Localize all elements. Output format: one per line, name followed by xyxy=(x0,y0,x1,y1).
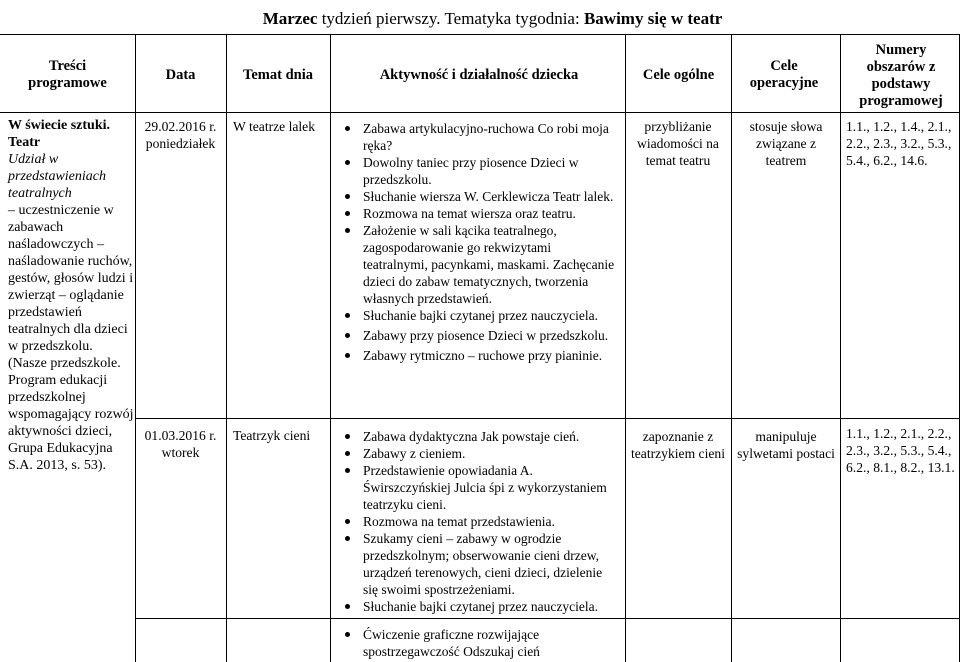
header-temat: Temat dnia xyxy=(243,67,313,83)
activity-item: Zabawy rytmiczno – ruchowe przy pianinie. xyxy=(340,347,618,364)
tresci-cell xyxy=(8,117,136,474)
activity-item: Zabawa dydaktyczna Jak powstaje cień. xyxy=(340,428,618,445)
page-title xyxy=(135,9,850,29)
day-value: wtorek xyxy=(161,445,200,460)
header-tresci: Treści programowe xyxy=(28,58,107,91)
col-border xyxy=(330,34,331,662)
table-top-border xyxy=(0,34,960,35)
activity-item: Dowolny taniec przy piosence Dzieci w przedszkolu. xyxy=(340,154,618,188)
row1-goals-general: przybliżanie wiadomości na temat teatru xyxy=(637,119,719,168)
activity-item: Zabawy z cieniem. xyxy=(340,445,618,462)
activity-item: Ćwiczenie graficzne rozwijające spostrzegawczość Odszukaj cień xyxy=(340,626,618,660)
col-border xyxy=(840,34,841,662)
header-cele-ogolne: Cele ogólne xyxy=(642,67,715,83)
tresci-subheading: Udział w przedstawieniach teatralnych xyxy=(8,152,106,201)
col-border xyxy=(226,34,227,662)
row2-goals-operational: manipuluje sylwetami postaci xyxy=(737,429,835,461)
activity-item: Słuchanie wiersza W. Cerklewicza Teatr lalek. xyxy=(340,188,618,205)
row2-activities xyxy=(340,428,618,615)
activity-item: Zabawa artykulacyjno-ruchowa Co robi moja ręka? xyxy=(340,120,618,154)
activity-item: Słuchanie bajki czytanej przez nauczyciela. xyxy=(340,307,618,324)
header-cele-operacyjne: Cele operacyjne xyxy=(749,58,819,91)
row1-date xyxy=(135,118,226,152)
tresci-source: (Nasze przedszkole. Program edukacji przedszkolnej wspomagający rozwój aktywności dzieci, Grupa Edukacyjna S.A. 2013, s. 53). xyxy=(8,356,134,473)
title-month: Marzec xyxy=(262,9,318,28)
date-value: 29.02.2016 r. xyxy=(144,119,217,134)
tresci-heading2: Teatr xyxy=(8,135,41,150)
row2-areas: 1.1., 1.2., 2.1., 2.2., 2.3., 3.2., 5.3., 5.4., 6.2., 8.1., 8.2., 13.1. xyxy=(846,426,955,475)
activity-item: Założenie w sali kącika teatralnego, zagospodarowanie go rekwizytami teatralnymi, pacynkami, maskami. Zachęcanie dzieci do zabaw tematycznych, tworzenia własnych przedstawień. xyxy=(340,222,618,307)
col-border xyxy=(625,34,626,662)
header-data: Data xyxy=(165,67,196,83)
row1-goals-operational: stosuje słowa związane z teatrem xyxy=(749,119,823,168)
title-middle: tydzień pierwszy. Tematyka tygodnia: xyxy=(317,9,580,28)
row1-topic: W teatrze lalek xyxy=(233,119,316,134)
row-border xyxy=(135,618,960,619)
title-theme: Bawimy się w teatr xyxy=(579,9,723,28)
row1-activities xyxy=(340,120,618,364)
activity-item: Przedstawienie opowiadania A. Świrszczyńskiej Julcia śpi z wykorzystaniem teatrzyku cieni. xyxy=(340,462,618,513)
row2-date xyxy=(135,427,226,461)
activity-item: Rozmowa na temat przedstawienia. xyxy=(340,513,618,530)
date-value: 01.03.2016 r. xyxy=(144,428,217,443)
activity-item: Słuchanie bajki czytanej przez nauczyciela. xyxy=(340,598,618,615)
tresci-body: – uczestniczenie w zabawach naśladowczych – naśladowanie ruchów, gestów, głosów ludzi i zwierząt – oglądanie przedstawień teatralnych dla dzieci w przedszkolu. xyxy=(8,203,134,354)
col-border xyxy=(731,34,732,662)
tresci-heading: W świecie sztuki. xyxy=(8,118,111,133)
row3-activities xyxy=(340,626,618,660)
row1-areas: 1.1., 1.2., 1.4., 2.1., 2.2., 2.3., 3.2., 5.3., 5.4., 6.2., 14.6. xyxy=(846,119,952,168)
day-value: poniedziałek xyxy=(145,136,216,151)
table-header-border xyxy=(0,112,960,113)
row2-topic: Teatrzyk cieni xyxy=(233,428,311,443)
activity-item: Szukamy cieni – zabawy w ogrodzie przedszkolnym; obserwowanie cieni drzew, urządzeń terenowych, cieni dzieci, dzielenie się swoimi spostrzeżeniami. xyxy=(340,530,618,598)
header-numery: Numery obszarów z podstawy programowej xyxy=(859,42,943,109)
header-aktywnosc: Aktywność i działalność dziecka xyxy=(379,67,579,83)
row-border xyxy=(135,418,960,419)
activity-item: Zabawy przy piosence Dzieci w przedszkolu. xyxy=(340,327,618,344)
row2-goals-general: zapoznanie z teatrzykiem cieni xyxy=(631,429,725,461)
activity-item: Rozmowa na temat wiersza oraz teatru. xyxy=(340,205,618,222)
